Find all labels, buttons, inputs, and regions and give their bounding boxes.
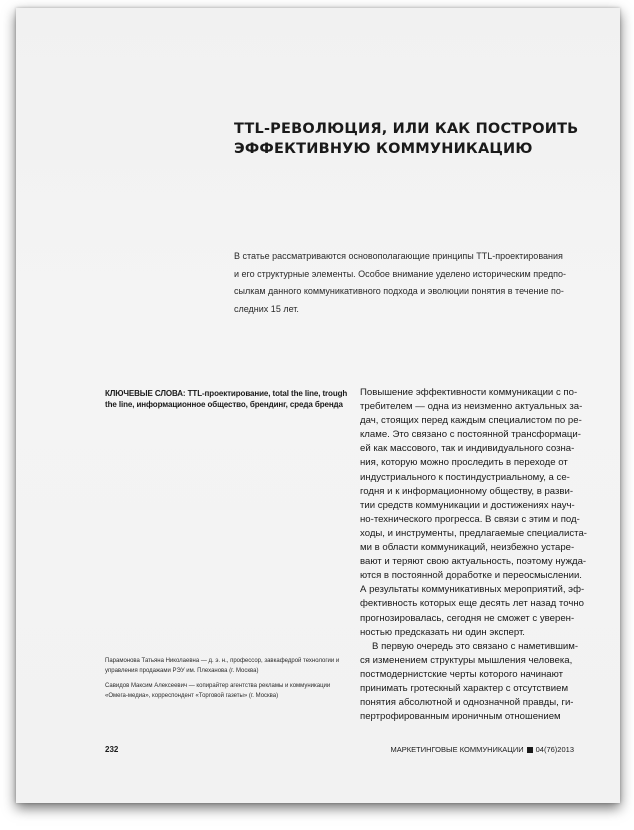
body-line: ей как массового, так и индивидуального созна-	[360, 443, 575, 455]
title-line: TTL-РЕВОЛЮЦИЯ, ИЛИ КАК ПОСТРОИТЬ	[234, 121, 579, 137]
title-line: ЭФФЕКТИВНУЮ КОММУНИКАЦИЮ	[234, 141, 533, 157]
body-line: ностью предсказать ни один эксперт.	[360, 626, 525, 638]
body-line: постмодернистские черты которого начинают	[360, 668, 564, 680]
page-number: 232	[105, 745, 119, 754]
author-line: Савидов Максим Алексеевич — копирайтер агентства рекламы и коммуникации	[105, 683, 331, 689]
running-footer	[391, 745, 574, 754]
issue-number: 04(76)2013	[535, 745, 574, 754]
author-line: «Омега-медиа», корреспондент «Торговой газеты» (г. Москва)	[105, 692, 279, 699]
journal-page	[16, 8, 620, 803]
body-line: ния, которую можно проследить в переходе от	[360, 457, 568, 469]
body-line: В первую очередь это связано с наметившим-	[372, 640, 579, 652]
keywords-line: the line, информационное общество, брендинг, среда бренда	[105, 400, 343, 409]
body-line: ся изменением структуры мышления человека,	[360, 654, 573, 666]
author-notes	[105, 657, 355, 701]
author-line: управления продажами РЭУ им. Плеханова (г. Москва)	[105, 667, 259, 674]
abstract-line: следних 15 лет.	[234, 303, 299, 314]
keywords	[105, 388, 348, 410]
keywords-line: КЛЮЧЕВЫЕ СЛОВА: TTL-проектирование, total the line, trough	[105, 389, 348, 398]
abstract-line: В статье рассматриваются основополагающие принципы TTL-проектирования	[234, 251, 563, 261]
author-line: Парамонова Татьяна Николаевна — д. э. н., профессор, завкафедрой технологии и	[105, 658, 340, 664]
square-bullet-icon	[527, 747, 533, 753]
body-line: ются в постоянной доработке и переосмыслении.	[360, 570, 582, 582]
body-line: Повышение эффективности коммуникации с по-	[360, 387, 578, 398]
body-line: вают и теряют свою актуальность, поэтому нужда-	[360, 556, 587, 568]
abstract-line: и его структурные элементы. Особое внимание уделено историческим предпо-	[234, 268, 567, 279]
body-line: А результаты коммуникативных мероприятий, эф-	[360, 584, 585, 596]
body-line: дач, стоящих перед каждым специалистом по ре-	[360, 415, 582, 427]
body-line: фективность которых еще десять лет назад точно	[360, 598, 584, 610]
body-line: кламе. Это связано с постоянной трансформаци-	[360, 429, 581, 441]
journal-name: МАРКЕТИНГОВЫЕ КОММУНИКАЦИИ	[390, 745, 524, 754]
article-body	[360, 386, 600, 724]
article-abstract	[234, 248, 592, 318]
abstract-line: сылкам данного коммуникативного подхода и эволюции понятия в течение по-	[234, 286, 564, 296]
body-line: ходы, и инструменты, предлагаемые специалиста-	[360, 527, 588, 539]
article-title	[234, 119, 594, 159]
body-line: годня и к информационному обществу, в разви-	[360, 485, 574, 497]
body-line: прогнозировалась, сегодня не сможет с уверен-	[360, 612, 575, 624]
body-line: понятия абсолютной и однозначной правды, ги-	[360, 697, 574, 709]
body-line: пертрофированным ироничным отношением	[360, 711, 561, 723]
body-line: но-технического прогресса. В связи с этим и под-	[360, 513, 580, 525]
body-line: индустриального к постиндустриальному, а се-	[360, 471, 570, 483]
body-line: тии средств коммуникации и достижениях науч-	[360, 499, 575, 511]
body-line: требителем — одна из неизменно актуальных за-	[360, 401, 583, 413]
body-line: принимать гротескный характер с отсутствием	[360, 682, 569, 694]
body-line: ми в области коммуникаций, неизбежно устаре-	[360, 542, 575, 554]
